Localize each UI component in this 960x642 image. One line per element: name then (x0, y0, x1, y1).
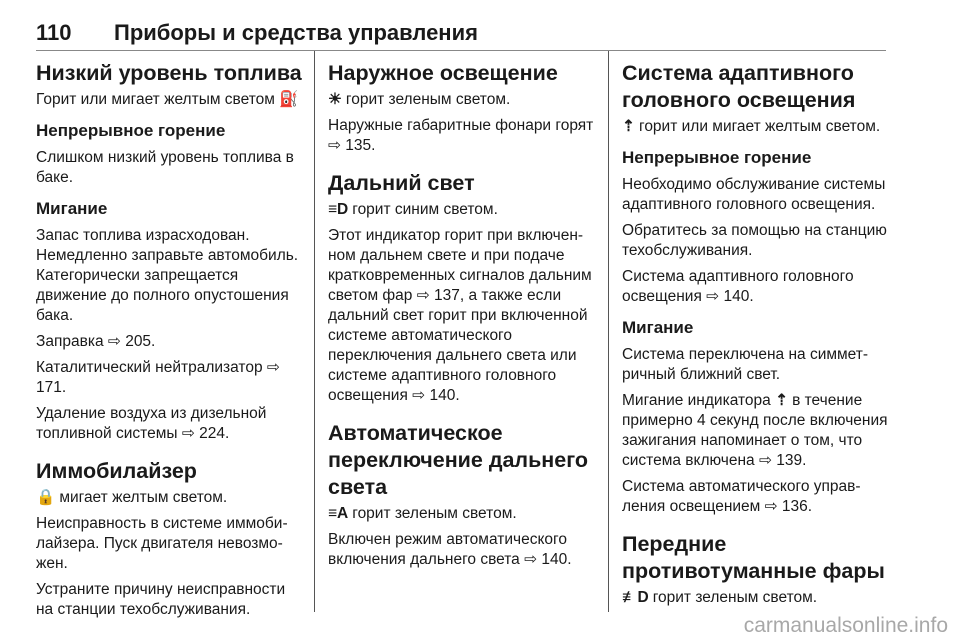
immobilizer-text: 🔒 мигает желтым светом. (36, 489, 228, 506)
low-fuel-text: Горит или мигает желтым светом ⛽ (36, 91, 299, 108)
adaptive-light-text: ⇡ горит или мигает желтым светом. (622, 118, 881, 135)
column-divider-2 (608, 51, 609, 612)
exterior-light-icon: ☀ (328, 91, 342, 108)
blink-text: Запас топлива израсходован. Немедленно заправьте автомобиль. Категорически запрещается движение до полного опустошения бака. (36, 227, 299, 324)
immobilizer-fault: Неисправность в системе иммобилайзера. Пуск двигателя невозможен. (36, 515, 288, 572)
afl-contact-text: Обратитесь за помощью на станцию техобслуживания. (622, 222, 887, 259)
afl-ref-link[interactable]: Система адаптивного головного освещения ⇨ 140. (622, 268, 854, 305)
fuel-bleed-link[interactable]: Удаление воздуха из дизельной топливной системы ⇨ 224. (36, 405, 267, 442)
afl-symmetric-text: Система переключена на симметричный ближний свет. (622, 346, 869, 383)
auto-high-beam-description: Включен режим автоматического включения дальнего света ⇨ 140. (328, 531, 572, 568)
exterior-lamps-link[interactable]: Наружные габаритные фонари горят ⇨ 135. (328, 117, 594, 154)
heading-blink: Мигание (36, 199, 108, 218)
exterior-lights-text: ☀ горит зеленым светом. (328, 91, 511, 108)
immobilizer-fix: Устраните причину неисправности на станции техобслуживания. (36, 581, 286, 618)
fuel-pump-icon: ⛽ (279, 91, 299, 108)
column-divider-1 (314, 51, 315, 612)
adaptive-light-icon-inline: ⇡ (775, 392, 789, 409)
catalyst-link[interactable]: Каталитический нейтрализатор ⇨ 171. (36, 359, 280, 396)
adaptive-light-icon: ⇡ (622, 118, 635, 135)
column-2 (328, 60, 596, 576)
header-divider (36, 50, 886, 51)
high-beam-description: Этот индикатор горит при включенном дальнем свете и при подаче кратковременных сигналов дальним светом фар ⇨ 137, а также если дальний свет горит при включенной системе автоматического переключения дальнего света или системе адаптивного головного освещения ⇨ 140. (328, 227, 592, 404)
heading-front-fog: Передние противотуманные фары (622, 532, 885, 583)
column-3 (622, 60, 890, 614)
front-fog-light-icon: ≢D (622, 589, 649, 606)
column-1 (36, 60, 304, 626)
immobilizer-icon: 🔒 (36, 489, 56, 506)
afl-blink-text: Мигание индикатора ⇡ в течение примерно 4 секунд после включения зажигания напоминает о том, что система включена ⇨ 139. (622, 392, 888, 469)
heading-blink-afl: Мигание (622, 318, 694, 337)
heading-auto-high-beam: Автоматическое переключение дальнего света (328, 421, 589, 499)
watermark: carmanualsonline.info (743, 614, 948, 637)
chapter-title: Приборы и средства управления (114, 20, 478, 45)
page-header (36, 20, 886, 50)
heading-low-fuel: Низкий уровень топлива (36, 61, 302, 85)
heading-exterior-lights: Наружное освещение (328, 61, 558, 85)
heading-immobilizer: Иммобилайзер (36, 459, 197, 483)
front-fog-text: ≢D горит зеленым светом. (622, 589, 818, 606)
heading-continuous: Непрерывное горение (36, 121, 226, 140)
auto-light-ref-link[interactable]: Система автоматического управления освещением ⇨ 136. (622, 478, 861, 515)
auto-high-beam-text: ≡A горит зеленым светом. (328, 505, 517, 522)
heading-adaptive-light: Система адаптивного головного освещения (622, 61, 856, 112)
auto-high-beam-icon: ≡A (328, 505, 349, 522)
high-beam-text: ≡D горит синим светом. (328, 201, 498, 218)
high-beam-icon: ≡D (328, 201, 349, 218)
continuous-text: Слишком низкий уровень топлива в баке. (36, 149, 294, 186)
refuel-link[interactable]: Заправка ⇨ 205. (36, 333, 156, 350)
afl-service-text: Необходимо обслуживание системы адаптивного головного освещения. (622, 176, 886, 213)
heading-continuous-afl: Непрерывное горение (622, 148, 812, 167)
heading-high-beam: Дальний свет (328, 171, 475, 195)
page-number: 110 (36, 20, 72, 45)
